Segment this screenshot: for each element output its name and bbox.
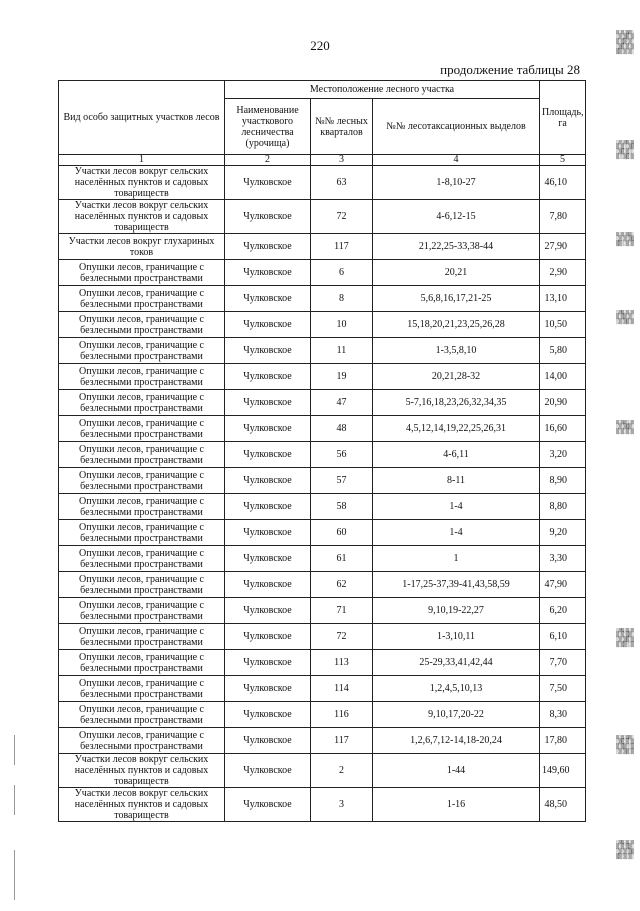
- scan-noise: ░▒░▒▒░▒ ▒░▒░░▒▒ ░▒▒░▒░░ ▒░░▒▒░▒: [616, 140, 634, 160]
- table-row: [59, 200, 586, 234]
- cell-quarter: 3: [311, 788, 373, 822]
- cell-type: Опушки лесов, граничащие с безлесными пространствами: [59, 364, 225, 390]
- header-divisions: №№ лесотаксационных выделов: [373, 99, 540, 155]
- cell-forestry: Чулковское: [225, 754, 311, 788]
- cell-forestry: Чулковское: [225, 260, 311, 286]
- cell-quarter: 63: [311, 166, 373, 200]
- table-continuation-label: продолжение таблицы 28: [440, 62, 580, 77]
- header-type: Вид особо защитных участков лесов: [59, 81, 225, 155]
- cell-forestry: Чулковское: [225, 286, 311, 312]
- table-row: [59, 416, 586, 442]
- cell-quarter: 8: [311, 286, 373, 312]
- cell-forestry: Чулковское: [225, 312, 311, 338]
- cell-forestry: Чулковское: [225, 702, 311, 728]
- table-row: [59, 624, 586, 650]
- cell-divisions: 1-17,25-37,39-41,43,58,59: [373, 572, 540, 598]
- cell-quarter: 2: [311, 754, 373, 788]
- header-quarters: №№ лесных кварталов: [311, 99, 373, 155]
- cell-quarter: 72: [311, 624, 373, 650]
- cell-quarter: 60: [311, 520, 373, 546]
- cell-type: Опушки лесов, граничащие с безлесными пространствами: [59, 442, 225, 468]
- scan-noise: ▒░▒░▒▒░ ░▒░▒▒░▒ ▒░▒▒░▒░ ░▒▒░▒░▒ ▒▒░▒░▒░: [616, 30, 634, 55]
- cell-type: Опушки лесов, граничащие с безлесными пространствами: [59, 260, 225, 286]
- cell-quarter: 11: [311, 338, 373, 364]
- header-forestry: Наименование участкового лесничества (урочища): [225, 99, 311, 155]
- cell-quarter: 116: [311, 702, 373, 728]
- cell-quarter: 62: [311, 572, 373, 598]
- table-row: [59, 260, 586, 286]
- cell-type: Опушки лесов, граничащие с безлесными пространствами: [59, 624, 225, 650]
- table-row: [59, 788, 586, 822]
- cell-divisions: 25-29,33,41,42,44: [373, 650, 540, 676]
- cell-forestry: Чулковское: [225, 234, 311, 260]
- cell-divisions: 15,18,20,21,23,25,26,28: [373, 312, 540, 338]
- cell-type: Участки лесов вокруг сельских населённых пунктов и садовых товариществ: [59, 166, 225, 200]
- cell-type: Опушки лесов, граничащие с безлесными пространствами: [59, 520, 225, 546]
- cell-quarter: 48: [311, 416, 373, 442]
- cell-divisions: 4-6,11: [373, 442, 540, 468]
- cell-type: Опушки лесов, граничащие с безлесными пространствами: [59, 390, 225, 416]
- cell-area: 48,50: [540, 788, 586, 822]
- col-number: 2: [225, 155, 311, 166]
- cell-type: Участки лесов вокруг сельских населённых пунктов и садовых товариществ: [59, 788, 225, 822]
- table-row: [59, 468, 586, 494]
- cell-type: Участки лесов вокруг глухариных токов: [59, 234, 225, 260]
- protective-forest-table: [58, 80, 586, 822]
- cell-quarter: 61: [311, 546, 373, 572]
- col-number: 1: [59, 155, 225, 166]
- cell-type: Опушки лесов, граничащие с безлесными пространствами: [59, 650, 225, 676]
- cell-quarter: 19: [311, 364, 373, 390]
- cell-area: 17,80: [540, 728, 586, 754]
- table-row: [59, 338, 586, 364]
- cell-type: Опушки лесов, граничащие с безлесными пространствами: [59, 728, 225, 754]
- cell-area: 14,00: [540, 364, 586, 390]
- cell-area: 8,80: [540, 494, 586, 520]
- table-row: [59, 702, 586, 728]
- table-row: [59, 364, 586, 390]
- table-row: [59, 546, 586, 572]
- cell-quarter: 56: [311, 442, 373, 468]
- cell-area: 7,70: [540, 650, 586, 676]
- cell-type: Опушки лесов, граничащие с безлесными пространствами: [59, 286, 225, 312]
- cell-forestry: Чулковское: [225, 788, 311, 822]
- col-number: 3: [311, 155, 373, 166]
- scan-noise: ░▒▒░▒░▒ ▒░▒░▒▒░ ░▒░▒▒░▒ ▒░▒▒░░▒: [616, 628, 634, 648]
- cell-area: 3,20: [540, 442, 586, 468]
- table-row: [59, 312, 586, 338]
- header-area: Площадь, га: [540, 81, 586, 155]
- cell-quarter: 10: [311, 312, 373, 338]
- table-row: [59, 234, 586, 260]
- table-row: [59, 650, 586, 676]
- cell-divisions: 1: [373, 546, 540, 572]
- cell-divisions: 1-3,10,11: [373, 624, 540, 650]
- cell-forestry: Чулковское: [225, 572, 311, 598]
- cell-forestry: Чулковское: [225, 494, 311, 520]
- table-row: [59, 598, 586, 624]
- cell-divisions: 9,10,17,20-22: [373, 702, 540, 728]
- cell-quarter: 72: [311, 200, 373, 234]
- cell-forestry: Чулковское: [225, 200, 311, 234]
- cell-forestry: Чулковское: [225, 676, 311, 702]
- cell-quarter: 58: [311, 494, 373, 520]
- cell-forestry: Чулковское: [225, 338, 311, 364]
- col-number: 4: [373, 155, 540, 166]
- cell-area: 149,60: [540, 754, 586, 788]
- cell-divisions: 5,6,8,16,17,21-25: [373, 286, 540, 312]
- scan-edge-line: [14, 850, 15, 900]
- cell-divisions: 1-4: [373, 494, 540, 520]
- cell-forestry: Чулковское: [225, 468, 311, 494]
- cell-forestry: Чулковское: [225, 364, 311, 390]
- scan-noise: ▒░▒▒░░▒ ░▒░▒▒▒░ ▒░▒░▒░▒: [616, 420, 634, 435]
- cell-divisions: 21,22,25-33,38-44: [373, 234, 540, 260]
- cell-area: 6,10: [540, 624, 586, 650]
- cell-divisions: 1-44: [373, 754, 540, 788]
- cell-area: 9,20: [540, 520, 586, 546]
- cell-area: 3,30: [540, 546, 586, 572]
- table-row: [59, 572, 586, 598]
- cell-divisions: 20,21: [373, 260, 540, 286]
- cell-area: 46,10: [540, 166, 586, 200]
- table-row: [59, 676, 586, 702]
- cell-forestry: Чулковское: [225, 546, 311, 572]
- scan-noise: ▒░▒░▒▒░ ░▒░▒░▒▒ ▒▒░░▒░▒: [616, 232, 634, 247]
- cell-forestry: Чулковское: [225, 416, 311, 442]
- table-row: [59, 520, 586, 546]
- cell-quarter: 6: [311, 260, 373, 286]
- cell-quarter: 114: [311, 676, 373, 702]
- cell-area: 10,50: [540, 312, 586, 338]
- scan-edge-line: [14, 735, 15, 765]
- cell-divisions: 4-6,12-15: [373, 200, 540, 234]
- cell-type: Опушки лесов, граничащие с безлесными пространствами: [59, 676, 225, 702]
- cell-area: 6,20: [540, 598, 586, 624]
- cell-divisions: 5-7,16,18,23,26,32,34,35: [373, 390, 540, 416]
- cell-divisions: 1-3,5,8,10: [373, 338, 540, 364]
- col-number: 5: [540, 155, 586, 166]
- cell-forestry: Чулковское: [225, 728, 311, 754]
- cell-quarter: 57: [311, 468, 373, 494]
- cell-forestry: Чулковское: [225, 598, 311, 624]
- cell-type: Участки лесов вокруг сельских населённых пунктов и садовых товариществ: [59, 200, 225, 234]
- header-location: Местоположение лесного участка: [225, 81, 540, 99]
- cell-divisions: 4,5,12,14,19,22,25,26,31: [373, 416, 540, 442]
- cell-area: 47,90: [540, 572, 586, 598]
- scan-noise: ░▒▒░▒░▒ ▒░▒▒░▒░ ░▒░▒▒░▒: [616, 310, 634, 325]
- cell-area: 8,90: [540, 468, 586, 494]
- table-row: [59, 442, 586, 468]
- cell-quarter: 71: [311, 598, 373, 624]
- cell-forestry: Чулковское: [225, 390, 311, 416]
- cell-quarter: 47: [311, 390, 373, 416]
- cell-type: Опушки лесов, граничащие с безлесными пространствами: [59, 468, 225, 494]
- cell-type: Опушки лесов, граничащие с безлесными пространствами: [59, 312, 225, 338]
- table-row: [59, 494, 586, 520]
- cell-quarter: 113: [311, 650, 373, 676]
- cell-area: 7,50: [540, 676, 586, 702]
- scan-noise: ▒░▒░▒▒░ ░▒▒░▒░▒ ▒░▒▒░░▒ ░▒░▒▒░▒: [616, 735, 634, 755]
- cell-type: Опушки лесов, граничащие с безлесными пространствами: [59, 702, 225, 728]
- cell-area: 5,80: [540, 338, 586, 364]
- cell-area: 13,10: [540, 286, 586, 312]
- cell-type: Опушки лесов, граничащие с безлесными пространствами: [59, 572, 225, 598]
- cell-type: Опушки лесов, граничащие с безлесными пространствами: [59, 338, 225, 364]
- cell-divisions: 8-11: [373, 468, 540, 494]
- table-row: [59, 754, 586, 788]
- cell-forestry: Чулковское: [225, 624, 311, 650]
- cell-quarter: 117: [311, 728, 373, 754]
- cell-forestry: Чулковское: [225, 442, 311, 468]
- cell-forestry: Чулковское: [225, 650, 311, 676]
- cell-forestry: Чулковское: [225, 520, 311, 546]
- table-row: [59, 286, 586, 312]
- table-row: [59, 390, 586, 416]
- cell-divisions: 1,2,6,7,12-14,18-20,24: [373, 728, 540, 754]
- cell-type: Участки лесов вокруг сельских населённых пунктов и садовых товариществ: [59, 754, 225, 788]
- scan-edge-line: [14, 785, 15, 815]
- cell-divisions: 1-4: [373, 520, 540, 546]
- cell-area: 20,90: [540, 390, 586, 416]
- scan-noise: ░▒▒░▒░▒ ▒░▒░▒▒░ ░▒░▒░▒▒ ▒▒░▒░▒░: [616, 840, 634, 860]
- cell-type: Опушки лесов, граничащие с безлесными пространствами: [59, 546, 225, 572]
- cell-forestry: Чулковское: [225, 166, 311, 200]
- cell-divisions: 20,21,28-32: [373, 364, 540, 390]
- cell-type: Опушки лесов, граничащие с безлесными пространствами: [59, 598, 225, 624]
- cell-area: 7,80: [540, 200, 586, 234]
- cell-area: 16,60: [540, 416, 586, 442]
- cell-divisions: 1,2,4,5,10,13: [373, 676, 540, 702]
- cell-type: Опушки лесов, граничащие с безлесными пространствами: [59, 416, 225, 442]
- cell-area: 8,30: [540, 702, 586, 728]
- cell-area: 2,90: [540, 260, 586, 286]
- cell-divisions: 9,10,19-22,27: [373, 598, 540, 624]
- table-row: [59, 166, 586, 200]
- cell-quarter: 117: [311, 234, 373, 260]
- cell-divisions: 1-16: [373, 788, 540, 822]
- cell-type: Опушки лесов, граничащие с безлесными пространствами: [59, 494, 225, 520]
- page-number: 220: [310, 38, 330, 53]
- cell-divisions: 1-8,10-27: [373, 166, 540, 200]
- table-row: [59, 728, 586, 754]
- cell-area: 27,90: [540, 234, 586, 260]
